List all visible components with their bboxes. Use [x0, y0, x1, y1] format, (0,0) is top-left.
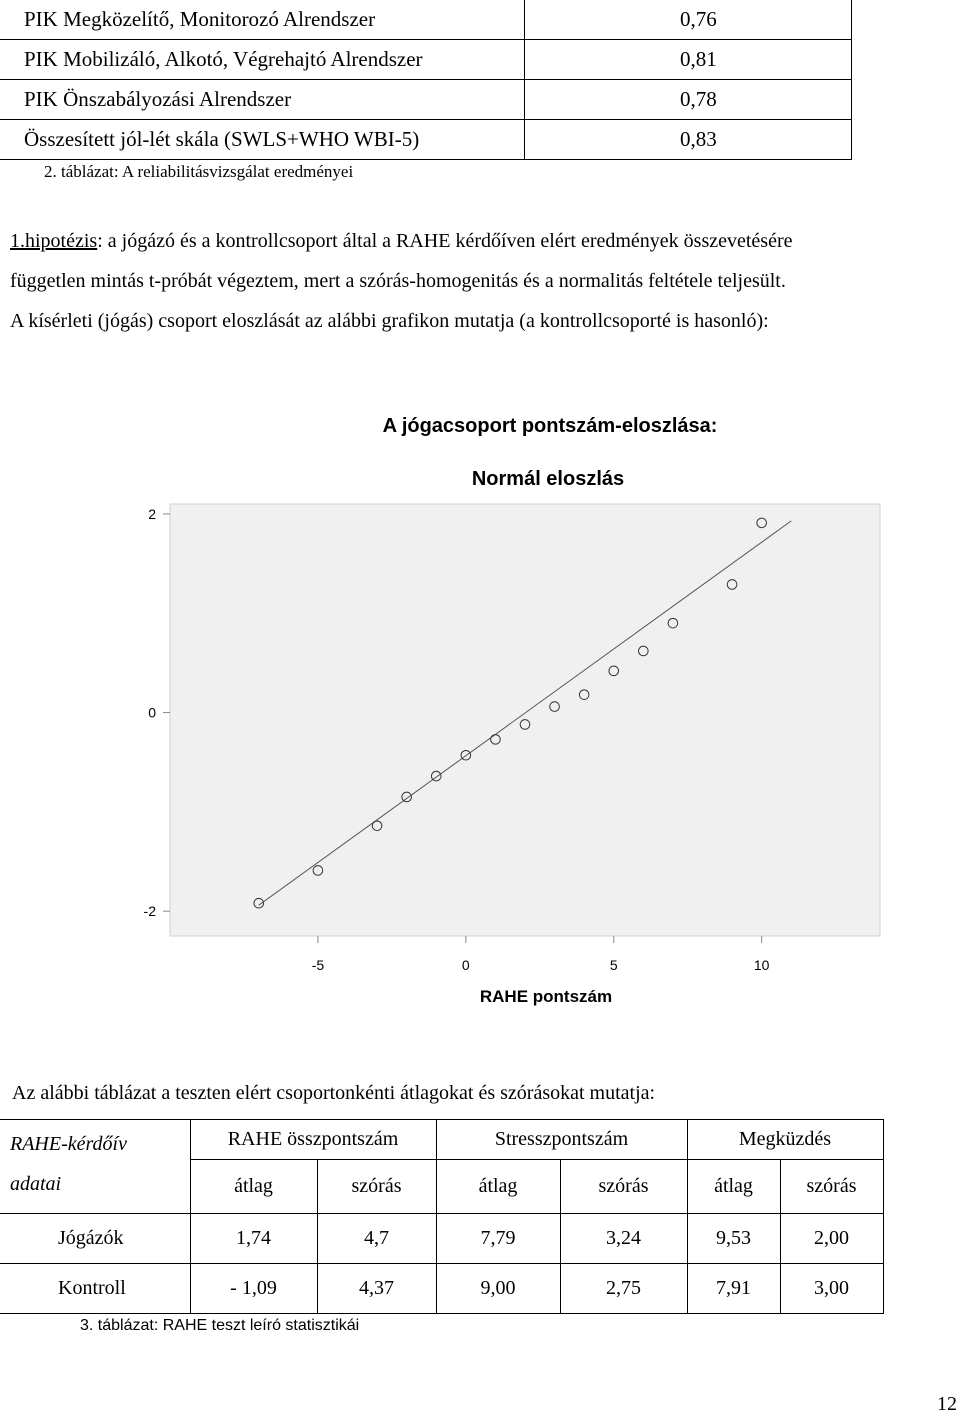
y-tick-label: -2	[143, 903, 156, 920]
subheader: szórás	[317, 1160, 436, 1214]
subheader: szórás	[560, 1160, 687, 1214]
row-label: PIK Mobilizáló, Alkotó, Végrehajtó Alrendszer	[0, 40, 525, 80]
row-header: Jógázók	[0, 1214, 190, 1264]
table-caption: 2. táblázat: A reliabilitásvizsgálat eredményei	[44, 162, 354, 181]
table-cell: 2,75	[560, 1264, 687, 1314]
x-tick-label: 0	[461, 957, 470, 973]
table-cell: 1,74	[190, 1214, 317, 1264]
subheader: átlag	[190, 1160, 317, 1214]
corner-line: RAHE-kérdőív	[10, 1133, 127, 1155]
table-cell: 9,00	[436, 1264, 560, 1314]
table-row	[0, 0, 852, 40]
table-cell: - 1,09	[190, 1264, 317, 1314]
table-row	[0, 80, 852, 120]
normal-qq-chart	[0, 400, 960, 1020]
corner-line: adatai	[10, 1173, 62, 1195]
row-label: PIK Megközelítő, Monitorozó Alrendszer	[0, 0, 525, 40]
x-tick-label: 10	[753, 957, 770, 973]
table-cell: 3,00	[780, 1264, 883, 1314]
group-header-row	[0, 1120, 883, 1160]
table-row	[0, 40, 852, 80]
row-value: 0,78	[525, 80, 852, 120]
paragraph-text: : a jógázó és a kontrollcsoport által a RAHE kérdőíven elért eredmények összevetésére	[97, 230, 793, 252]
paragraph-line: A kísérleti (jógás) csoport eloszlását az alábbi grafikon mutatja (a kontrollcsoporté is hasonló):	[10, 310, 769, 332]
table-cell: 3,24	[560, 1214, 687, 1264]
x-axis-label: RAHE pontszám	[479, 987, 613, 1006]
row-label: Összesített jól-lét skála (SWLS+WHO WBI-5)	[0, 120, 525, 160]
intro-text: Az alábbi táblázat a teszten elért csoportonkénti átlagokat és szórásokat mutatja:	[12, 1082, 656, 1104]
reliability-table	[0, 0, 852, 160]
subheader: szórás	[780, 1160, 883, 1214]
corner-cell	[0, 1120, 190, 1214]
row-value: 0,76	[525, 0, 852, 40]
table-cell: 9,53	[687, 1214, 780, 1264]
row-header: Kontroll	[0, 1264, 190, 1314]
y-tick-label: 0	[148, 704, 156, 721]
paragraph-line: független mintás t-próbát végeztem, mert a szórás-homogenitás és a normalitás feltétele teljesült.	[10, 270, 786, 292]
group-header: RAHE összpontszám	[190, 1120, 436, 1160]
paragraph-line	[10, 230, 950, 252]
x-tick-label: -5	[311, 957, 325, 973]
x-tick-label: 5	[609, 957, 618, 973]
table-cell: 2,00	[780, 1214, 883, 1264]
y-tick-label: 2	[148, 505, 156, 522]
chart-subtitle: Normál eloszlás	[471, 468, 625, 490]
table-caption: 3. táblázat: RAHE teszt leíró statisztikái	[80, 1317, 360, 1334]
page-number: 12	[937, 1393, 957, 1415]
table-cell: 4,37	[317, 1264, 436, 1314]
table-row	[0, 120, 852, 160]
row-value: 0,83	[525, 120, 852, 160]
table-row	[0, 1264, 883, 1314]
row-label: PIK Önszabályozási Alrendszer	[0, 80, 525, 120]
table-cell: 7,91	[687, 1264, 780, 1314]
group-header: Megküzdés	[687, 1120, 883, 1160]
table-cell: 4,7	[317, 1214, 436, 1264]
chart-title: A jógacsoport pontszám-eloszlása:	[382, 415, 718, 437]
subheader: átlag	[687, 1160, 780, 1214]
hypothesis-label: 1.hipotézis	[10, 230, 98, 252]
table-cell: 7,79	[436, 1214, 560, 1264]
table-row	[0, 1214, 883, 1264]
row-value: 0,81	[525, 40, 852, 80]
stat-table	[0, 1119, 884, 1314]
subheader: átlag	[436, 1160, 560, 1214]
group-header: Stresszpontszám	[436, 1120, 687, 1160]
